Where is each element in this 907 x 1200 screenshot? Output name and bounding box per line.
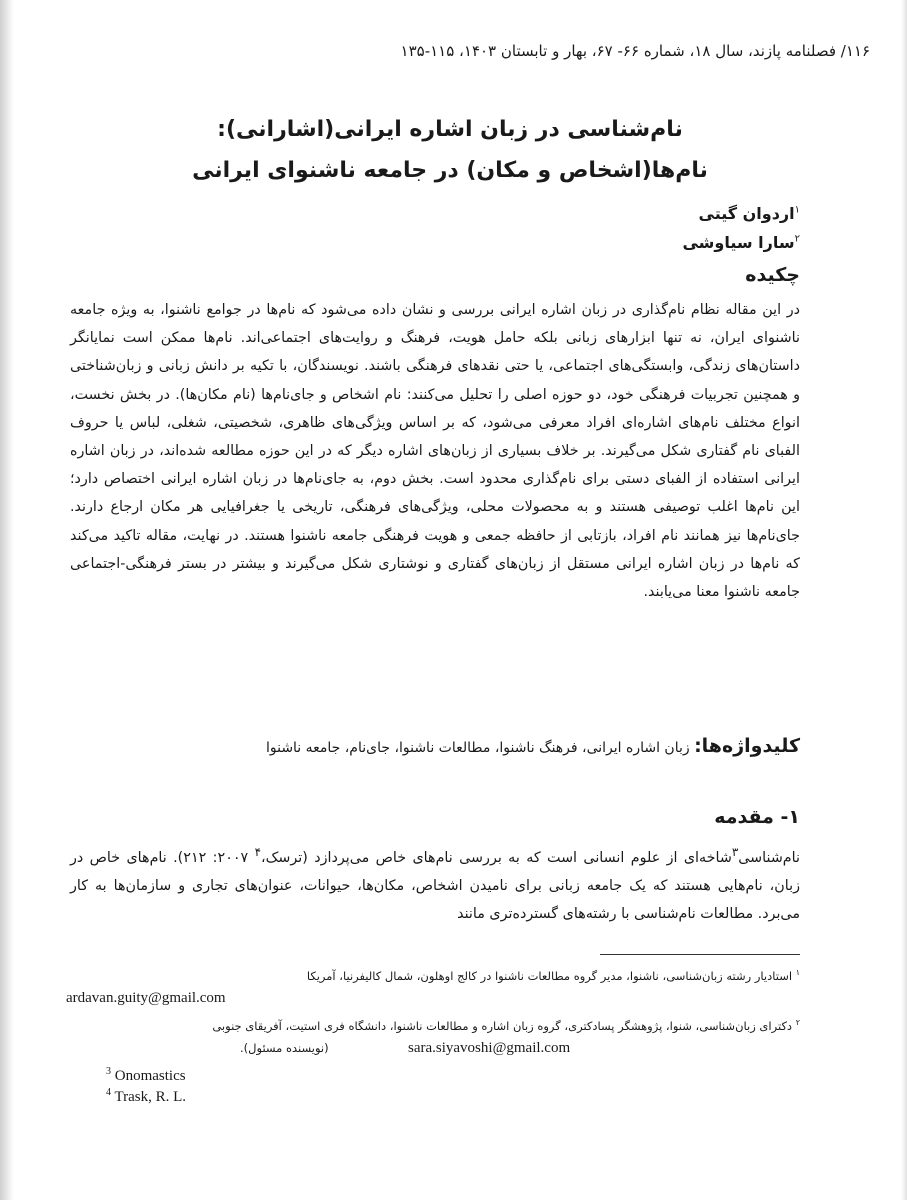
article-title-line-2: نام‌ها(اشخاص و مکان) در جامعه ناشنوای ایرانی <box>192 158 708 183</box>
introduction-paragraph <box>70 838 800 928</box>
footnote-1 <box>65 962 800 987</box>
footnote-2-text: دکترای زبان‌شناسی، شنوا، پژوهشگر پسادکتری، گروه زبان اشاره و مطالعات ناشنوا، دانشگاه فری استیت، آفریقای جنوبی <box>212 1018 796 1033</box>
author-1-footnote-mark: ۱ <box>794 204 800 216</box>
keywords-text: زبان اشاره ایرانی، فرهنگ ناشنوا، مطالعات ناشنوا، جای‌نام، جامعه ناشنوا <box>265 740 695 756</box>
footnote-separator <box>600 954 800 955</box>
footnote-3-text: Onomastics <box>111 1068 186 1084</box>
page-edge-right <box>901 0 907 1200</box>
author-2-name: سارا سیاوشی <box>682 233 795 252</box>
author-2-footnote-mark: ۲ <box>794 233 800 245</box>
footnote-2-mark: ۲ <box>795 1018 800 1027</box>
page-edge-shadow <box>0 0 14 1200</box>
keywords-label: کلیدواژه‌ها: <box>694 735 800 757</box>
author-1-name: اردوان گیتی <box>698 204 795 223</box>
abstract-heading: چکیده <box>745 264 800 286</box>
author-1 <box>699 204 801 223</box>
author-2-email[interactable]: sara.siyavoshi@gmail.com <box>408 1040 571 1056</box>
footnote-3-mark: 3 <box>106 1066 111 1077</box>
footnote-3 <box>106 1066 186 1085</box>
intro-text-part-1: نام‌شناسی <box>738 849 800 866</box>
footnote-2 <box>65 1012 800 1037</box>
footnote-1-text: استادیار رشته زبان‌شناسی، ناشنوا، مدیر گروه مطالعات ناشنوا در کالج اوهلون، شمال کالیفرنیا، آمریکا <box>306 968 796 983</box>
intro-text-part-3: ۲۰۰۷: ۲۱۲). نام‌های خاص در زبان، نام‌هایی هستند که یک جامعه زبانی برای نامیدن اشخاص، مکان‌ها، حیوانات، عنوان‌های تجاری و سازمان‌ها به کار می‌برد. مطالعات نام‌شناسی با رشته‌های گسترده‌تری مانند <box>70 849 800 923</box>
keywords-line <box>70 735 800 757</box>
author-2 <box>682 233 800 252</box>
author-1-email[interactable]: ardavan.guity@gmail.com <box>66 990 226 1006</box>
abstract-text: در این مقاله نظام نام‌گذاری در زبان اشاره ایرانی بررسی و نشان داده می‌شود که نام‌ها در جوامع ناشنوا، به ویژه جامعه ناشنوای ایران، نه تنها ابزارهای زبانی بلکه حامل هویت، فرهنگ و روایت‌های اجتماعی‌اند. نام‌ها ممکن است نمایانگر داستان‌های زندگی، وابستگی‌های اجتماعی، یا حتی نقدهای فرهنگی باشند. نویسندگان، با تکیه بر دانش زبانی و زبان‌شناختی و همچنین تجربیات فرهنگی خود، دو حوزه اصلی را تحلیل می‌کنند: نام اشخاص و جای‌نام‌ها (نام مکان‌ها). در بخش نخست، انواع مختلف نام‌های اشاره‌ای افراد معرفی می‌شود، که بر اساس ویژگی‌های ظاهری، شخصیتی، شغلی، لباس یا حروف الفبای نام گفتاری شکل می‌گیرند. بر خلاف بسیاری از زبان‌های اشاره دیگر که در این حوزه مطالعه شده‌اند، در زبان اشاره ایرانی استفاده از الفبای دستی برای نام‌گذاری محدود است. بخش دوم، به جای‌نام‌ها در زبان اشاره ایرانی اختصاص دارد؛ این نام‌ها اغلب توصیفی هستند و به محصولات محلی، ویژگی‌های فرهنگی، تاریخی یا جغرافیایی هر مکان ارجاع دارند. جای‌نام‌ها نیز همانند نام افراد، بازتابی از حافظه جمعی و هویت فرهنگی جامعه ناشنوا هستند. در نهایت، مقاله تاکید می‌کند که نام‌ها در زبان اشاره ایرانی مستقل از زبان‌های گفتاری و نوشتاری شکل می‌گیرند و بیشتر در بستر فرهنگی-اجتماعی جامعه ناشنوا معنا می‌یابند. <box>70 302 800 601</box>
footnote-4-text: Trask, R. L. <box>111 1089 187 1105</box>
introduction-heading: ۱- مقدمه <box>714 806 800 828</box>
footnote-mark-3: ۳ <box>731 845 739 859</box>
running-head: ۱۱۶/ فصلنامه پازند، سال ۱۸، شماره ۶۶- ۶۷، بهار و تابستان ۱۴۰۳، ۱۱۵-۱۳۵ <box>400 42 870 60</box>
footnote-4 <box>106 1087 186 1106</box>
intro-text-part-2: شاخه‌ای از علوم انسانی است که به بررسی نام‌های خاص می‌پردازد (ترسک، <box>261 849 732 866</box>
footnote-1-mark: ۱ <box>795 968 800 977</box>
corresponding-author-note: (نویسنده مسئول). <box>240 1041 329 1055</box>
article-title-line-1: نام‌شناسی در زبان اشاره ایرانی(اشارانی): <box>217 117 683 142</box>
journal-page <box>30 0 870 1200</box>
footnote-4-mark: 4 <box>106 1087 111 1098</box>
footnote-mark-4: ۴ <box>254 845 262 859</box>
